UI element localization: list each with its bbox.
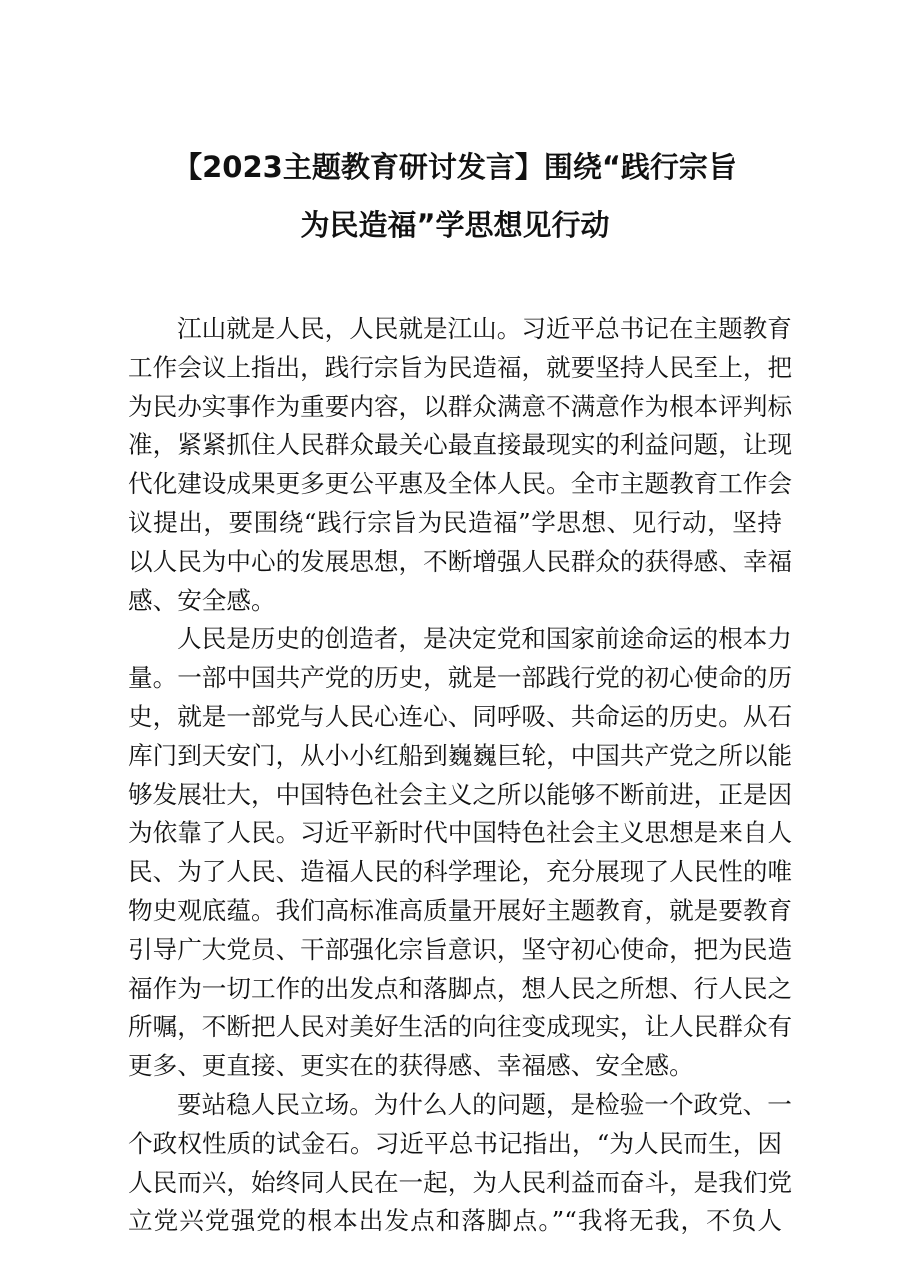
text-line: 史，就是一部党与人民心连心、同呼吸、共命运的历史。从石 [128, 701, 793, 731]
text-line: 够发展壮大，中国特色社会主义之所以能够不断前进，正是因 [128, 779, 793, 809]
text-line: 个政权性质的试金石。习近平总书记指出，“为人民而生，因 [128, 1128, 782, 1158]
text-line: 议提出，要围绕“践行宗旨为民造福”学思想、见行动，坚持 [128, 507, 782, 537]
text-line: 福作为一切工作的出发点和落脚点，想人民之所想、行人民之 [128, 973, 793, 1003]
title-line: 【2023主题教育研讨发言】围绕“践行宗旨 [173, 150, 737, 184]
text-line: 代化建设成果更多更公平惠及全体人民。全市主题教育工作会 [128, 469, 793, 499]
paragraph-2 [128, 620, 793, 1086]
text-line: 人民而兴，始终同人民在一起，为人民利益而奋斗，是我们党 [128, 1167, 793, 1197]
document-body [128, 310, 793, 1241]
text-line: 人民是历史的创造者，是决定党和国家前途命运的根本力 [177, 624, 792, 654]
paragraph-3 [128, 1086, 793, 1241]
text-line: 量。一部中国共产党的历史，就是一部践行党的初心使命的历 [128, 663, 793, 693]
document-title [110, 138, 800, 254]
text-line: 物史观底蕴。我们高标准高质量开展好主题教育，就是要教育 [128, 895, 793, 925]
text-line: 准，紧紧抓住人民群众最关心最直接最现实的利益问题，让现 [128, 430, 793, 460]
text-line: 民、为了人民、造福人民的科学理论，充分展现了人民性的唯 [128, 857, 793, 887]
text-line: 为民办实事作为重要内容，以群众满意不满意作为根本评判标 [128, 391, 793, 421]
text-line: 引导广大党员、干部强化宗旨意识，坚守初心使命，把为民造 [128, 934, 793, 964]
text-line: 库门到天安门，从小小红船到巍巍巨轮，中国共产党之所以能 [128, 740, 793, 770]
text-line: 感、安全感。 [128, 585, 276, 615]
text-line: 江山就是人民，人民就是江山。习近平总书记在主题教育 [177, 314, 792, 343]
text-line: 为依靠了人民。习近平新时代中国特色社会主义思想是来自人 [128, 818, 793, 848]
text-line: 以人民为中心的发展思想，不断增强人民群众的获得感、幸福 [128, 546, 793, 576]
text-line: 立党兴党强党的根本出发点和落脚点。”“我将无我，不负人 [128, 1206, 782, 1236]
paragraph-1 [128, 310, 793, 620]
text-line: 更多、更直接、更实在的获得感、幸福感、安全感。 [128, 1051, 694, 1081]
text-line: 工作会议上指出，践行宗旨为民造福，就要坚持人民至上，把 [128, 352, 793, 382]
title-line: 为民造福”学思想见行动 [300, 208, 610, 242]
text-line: 要站稳人民立场。为什么人的问题，是检验一个政党、一 [177, 1089, 792, 1119]
text-line: 所嘱，不断把人民对美好生活的向往变成现实，让人民群众有 [128, 1012, 793, 1042]
